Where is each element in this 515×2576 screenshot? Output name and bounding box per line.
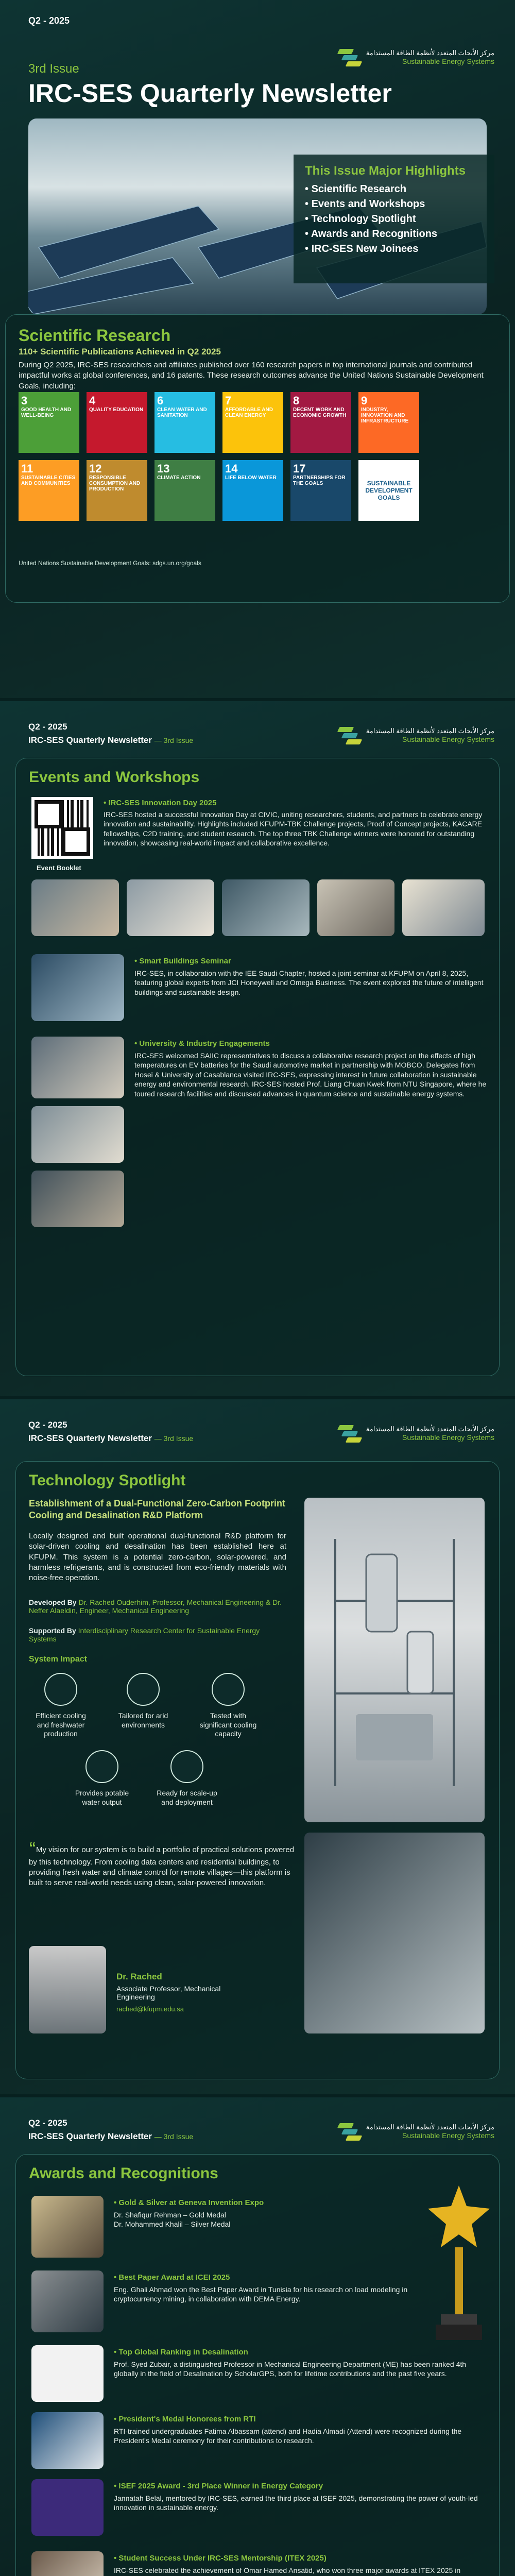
research-title: Scientific Research [19,326,171,345]
highlights-box [294,155,494,283]
event-body: IRC-SES welcomed SAIIC representatives to discuss a collaborative research project on the effects of high temperatures on EV batteries for the Saudi automotive market in partnership with MOBCO. Delegates from Hosei & University of Casablanca visited IRC-SES, expressing interest in future collaboration in sustainable energy and environmental research. IRC-SES hosted Prof. Liang Chuan Kwek from NTU Singapore, where he toured research facilities and discussed advances in quantum science and sustainable energy systems. [134,1052,487,1098]
sdg-tile-4: 4 QUALITY EDUCATION [87,392,147,453]
event-photo [222,879,310,936]
award-title: • Top Global Ranking in Desalination [114,2348,248,2357]
event-booklet-qr[interactable] [31,797,93,859]
award-body: Dr. Shafiqur Rehman – Gold Medal Dr. Mohammed Khalil – Silver Medal [114,2211,231,2229]
engagement-photo [31,1171,124,1227]
award-body: RTI-trained undergraduates Fatima Albassam (attend) and Hadia Almadi (Attend) were recognized during the President's Medal ceremony for their contributions to research. [114,2427,462,2445]
event-photo [402,879,485,936]
issue-label: 3rd Issue [28,62,79,76]
award-title: • Best Paper Award at ICEI 2025 [114,2273,230,2282]
cooling-platform-photo [304,1498,485,1822]
award-title: • ISEF 2025 Award - 3rd Place Winner in Energy Category [114,2482,323,2490]
cooling-icon [44,1673,77,1706]
trophy-icon [428,2185,490,2350]
sdg-tile-17: 17 PARTNERSHIPS FOR THE GOALS [290,460,351,521]
isef-logo [31,2479,104,2536]
tech-card [15,1461,500,2079]
award-photo [31,2551,104,2576]
sdg-caption: United Nations Sustainable Development Goals: sdgs.un.org/goals [19,560,201,567]
page-awards [0,2094,515,2576]
sdg-tile-7: 7 AFFORDABLE AND CLEAN ENERGY [222,392,283,453]
highlight-item: • Events and Workshops [305,198,425,210]
research-card [5,314,510,603]
researcher-name: Dr. Rached [116,1972,162,1981]
tech-developed: Developed By Dr. Rached Ouderhim, Professor, Mechanical Engineering & Dr. Neffer Alaeldin, Engineer, Mechanical Engineering [29,1598,282,1615]
scholargps-logo [31,2345,104,2402]
sdg-tile-8: 8 DECENT WORK AND ECONOMIC GROWTH [290,392,351,453]
page-header: Q2 - 2025 IRC-SES Quarterly Newsletter — 3rd Issue [28,1420,194,1443]
logo-english: Sustainable Energy Systems [402,57,494,66]
tech-title: Technology Spotlight [29,1472,186,1489]
page-events [0,698,515,1396]
event-photo [127,879,214,936]
highlight-item: • Scientific Research [305,183,407,195]
tech-subtitle: Establishment of a Dual-Functional Zero-Carbon Footprint Cooling and Desalination R&D Platform [29,1498,285,1521]
award-title: • Student Success Under IRC-SES Mentorship (ITEX 2025) [114,2554,327,2563]
sdg-tile-14: 14 LIFE BELOW WATER [222,460,283,521]
award-body: Prof. Syed Zubair, a distinguished Professor in Mechanical Engineering Department (ME) has been ranked 4th globally in the field of Desalination by ScholarGPS, both for lifetime contributions and the past five years. [114,2360,467,2378]
sdg-tile-11: 11 SUSTAINABLE CITIES AND COMMUNITIES [19,460,79,521]
awards-card [15,2154,500,2576]
highlights-list [305,183,483,255]
research-subtitle: 110+ Scientific Publications Achieved in Q2 2025 [19,347,221,357]
engagement-photo [31,1037,124,1098]
irc-ses-logo: مركز الأبحاث المتعدد لأنظمة الطاقة المستدامة Sustainable Energy Systems [338,727,494,744]
page-header: Q2 - 2025 IRC-SES Quarterly Newsletter — 3rd Issue [28,2118,194,2141]
sdg-tile-3: 3 GOOD HEALTH AND WELL-BEING [19,392,79,453]
sdg-logo: SUSTAINABLE DEVELOPMENT GOALS [358,460,419,521]
irc-ses-logo [338,49,494,66]
highlight-item: • Technology Spotlight [305,213,416,225]
team-photo [304,1833,485,2033]
sdg-tile-12: 12 RESPONSIBLE CONSUMPTION AND PRODUCTION [87,460,147,521]
sdg-tile-6: 6 CLEAN WATER AND SANITATION [154,392,215,453]
header-title: IRC-SES Quarterly Newsletter — 3rd Issue [28,735,194,745]
feature-label: Ready for scale-up and deployment [157,1789,217,1806]
engagement-photo [31,1106,124,1163]
award-photo [31,2270,104,2332]
thermometer-icon [212,1673,245,1706]
tech-body: Locally designed and built operational dual-functional R&D platform for solar-driven cooling and desalination has been established here at KFUPM. This system is a potential zero-carbon, solar-powered, and harmless refrigerants, and is constructed from eco-friendly materials with noise-free operation. [29,1532,286,1582]
feature-label: Tailored for arid environments [118,1711,168,1729]
logo-mark-icon [338,49,361,66]
tech-supported: Supported By Interdisciplinary Research Center for Sustainable Energy Systems [29,1626,260,1643]
newsletter-header [28,62,392,108]
award-title: • President's Medal Honorees from RTI [114,2415,256,2424]
sdg-tile-13: 13 CLIMATE ACTION [154,460,215,521]
awards-title: Awards and Recognitions [29,2165,218,2182]
seminar-photo [31,954,124,1021]
highlight-item: • Awards and Recognitions [305,228,438,240]
highlights-title: This Issue Major Highlights [305,164,466,178]
event-title: • IRC-SES Innovation Day 2025 [104,799,217,807]
events-title: Events and Workshops [29,769,200,786]
award-photo [31,2196,104,2258]
logo-mark-icon [338,1425,361,1443]
event-title: • Smart Buildings Seminar [134,957,231,965]
award-body: Eng. Ghali Ahmad won the Best Paper Award in Tunisia for his research on load modeling in cryptocurrency mining, in collaboration with DEMA Energy. [114,2285,408,2303]
irc-ses-logo: مركز الأبحاث المتعدد لأنظمة الطاقة المستدامة Sustainable Energy Systems [338,2123,494,2141]
event-photo [31,879,119,936]
scale-up-icon [170,1750,203,1783]
award-title: • Gold & Silver at Geneva Invention Expo [114,2198,264,2207]
event-photo [317,879,394,936]
irc-ses-logo: مركز الأبحاث المتعدد لأنظمة الطاقة المستدامة Sustainable Energy Systems [338,1425,494,1443]
logo-mark-icon [338,2123,361,2141]
page-technology [0,1396,515,2094]
features-title: System Impact [29,1655,87,1664]
logo-mark-icon [338,727,361,744]
feature-label: Efficient cooling and freshwater production [36,1711,86,1738]
award-body: IRC-SES celebrated the achievement of Omar Hamed Ansatid, who won three major awards at ITEX 2025 in [114,2566,461,2574]
research-body: During Q2 2025, IRC-SES researchers and affiliates published over 160 research papers in top international journals and contributed impactful works at global conferences, and 16 patents. These research outcomes advance the United Nations Sustainable Development Goals, including: [19,361,484,391]
feature-label: Tested with significant cooling capacity [199,1711,257,1738]
events-card [15,758,500,1376]
water-drop-icon [85,1750,118,1783]
newsletter-title: IRC-SES Quarterly Newsletter [28,79,392,108]
event-body: IRC-SES hosted a successful Innovation Day at CIVIC, uniting researchers, students, and partners to celebrate energy innovation and sustainability. Highlights included KFUPM-TBK Challenge projects, Proof of Concept projects, KACARE fellowships, C2D training, and student research. The top three TBK Challenge winners were honored for outstanding innovation, showcasing real-world impact and collaborative excellence. [104,810,483,848]
event-body: IRC-SES, in collaboration with the IEE Saudi Chapter, hosted a joint seminar at KFUPM on April 8, 2025, featuring global experts from JCI Honeywell and Omega Business. The event explored the future of intelligent buildings and sustainable design. [134,969,484,996]
quarter-label: Q2 - 2025 [28,15,70,26]
event-booklet-label: Event Booklet [37,864,81,872]
desert-icon [127,1673,160,1706]
award-photo [31,2412,104,2469]
feature-label: Provides potable water output [75,1789,129,1806]
researcher-photo [29,1946,106,2033]
event-title: • University & Industry Engagements [134,1039,270,1048]
researcher-role: Associate Professor, Mechanical Engineering [116,1985,221,2001]
highlight-item: • IRC-SES New Joinees [305,243,419,255]
page-header [28,722,193,745]
award-body: Jannatah Belal, mentored by IRC-SES, earned the third place at ISEF 2025, demonstrating the power of youth-led innovation in sustainable energy. [114,2494,478,2512]
logo-arabic: مركز الأبحاث المتعدد لأنظمة الطاقة المستدامة [366,49,494,57]
sdg-tile-9: 9 INDUSTRY, INNOVATION AND INFRASTRUCTURE [358,392,419,453]
tech-quote: “My vision for our system is to build a portfolio of practical solutions powered by this technology. From cooling data centers and residential buildings, to providing fresh water and climate control for remote villages—this platform is built to serve real-world needs using clean, solar-powered innovation. [29,1839,295,1888]
sdg-grid [19,392,497,552]
page-cover [0,0,515,698]
quarter-label: Q2 - 2025 [28,722,67,732]
researcher-email[interactable]: rached@kfupm.edu.sa [116,2005,184,2013]
